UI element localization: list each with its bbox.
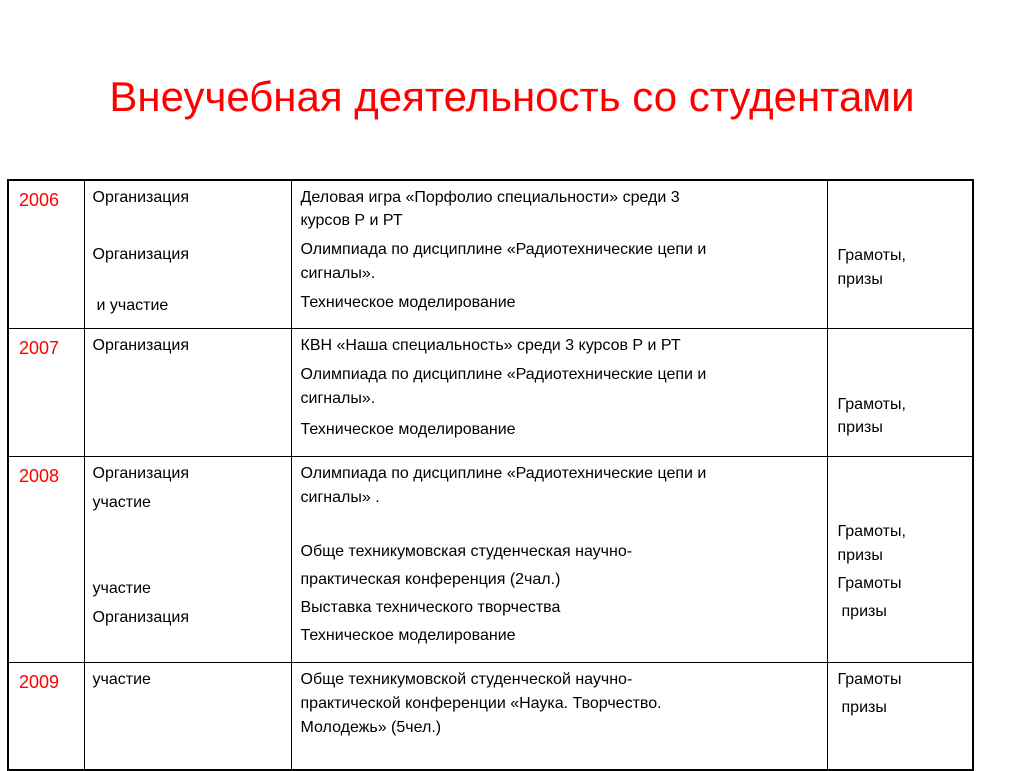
event-text: Техническое моделирование [300, 420, 516, 438]
result-text: призы [837, 271, 883, 288]
event-text: курсов Р и РТ [300, 212, 403, 229]
event-text: Олимпиада по дисциплине «Радиотехнические цепи и [300, 365, 707, 383]
role-text: Организация [92, 336, 189, 354]
event-text: сигналы» . [300, 488, 380, 506]
events-cell [291, 328, 827, 456]
event-text: Выставка технического творчества [300, 598, 561, 616]
event-text: КВН «Наша специальность» среди 3 курсов Р и РТ [300, 336, 681, 354]
role-cell [84, 328, 291, 456]
event-text: Олимпиада по дисциплине «Радиотехнические цепи и [300, 241, 707, 258]
event-text: Олимпиада по дисциплине «Радиотехнические цепи и [300, 464, 707, 482]
event-text: Техническое моделирование [300, 626, 516, 644]
result-cell [827, 456, 973, 662]
result-cell [827, 662, 973, 770]
role-text: и участие [96, 297, 169, 314]
table-row [8, 180, 973, 328]
result-text: Грамоты [837, 670, 902, 688]
events-cell [291, 456, 827, 662]
events-cell [291, 180, 827, 328]
role-text: участие [92, 493, 151, 511]
event-text: сигналы». [300, 389, 376, 407]
role-text: участие [92, 670, 151, 688]
event-text: Деловая игра «Порфолио специальности» среди 3 [300, 189, 680, 206]
result-text: Грамоты, [837, 395, 906, 413]
event-text: практической конференции «Наука. Творчество. [300, 694, 662, 712]
year-cell: 2008 [8, 456, 84, 662]
events-cell [291, 662, 827, 770]
result-text: Грамоты, [837, 247, 906, 264]
activities-table [7, 179, 974, 771]
role-cell [84, 662, 291, 770]
event-text: Техническое моделирование [300, 294, 516, 311]
event-text: Обще техникумовской студенческой научно- [300, 670, 633, 688]
result-cell [827, 328, 973, 456]
table-row [8, 662, 973, 770]
event-text: сигналы». [300, 265, 376, 282]
event-text: Молодежь» (5чел.) [300, 718, 442, 736]
event-text: Обще техникумовская студенческая научно- [300, 542, 633, 560]
table-row [8, 328, 973, 456]
role-cell [84, 456, 291, 662]
result-text: Грамоты [837, 574, 902, 592]
result-text: призы [837, 418, 883, 436]
slide-title: Внеучебная деятельность со студентами [109, 73, 915, 120]
result-cell [827, 180, 973, 328]
role-text: участие [92, 579, 151, 597]
result-text: призы [841, 698, 887, 716]
result-text: призы [841, 602, 887, 620]
role-text: Организация [92, 464, 189, 482]
role-cell [84, 180, 291, 328]
year-cell: 2007 [8, 328, 84, 456]
event-text: практическая конференция (2чал.) [300, 570, 561, 588]
role-text: Организация [92, 246, 189, 263]
role-text: Организация [92, 608, 189, 626]
table-row [8, 456, 973, 662]
result-text: Грамоты, [837, 522, 906, 540]
result-text: призы [837, 546, 883, 564]
role-text: Организация [92, 189, 189, 206]
year-cell: 2006 [8, 180, 84, 328]
year-cell: 2009 [8, 662, 84, 770]
